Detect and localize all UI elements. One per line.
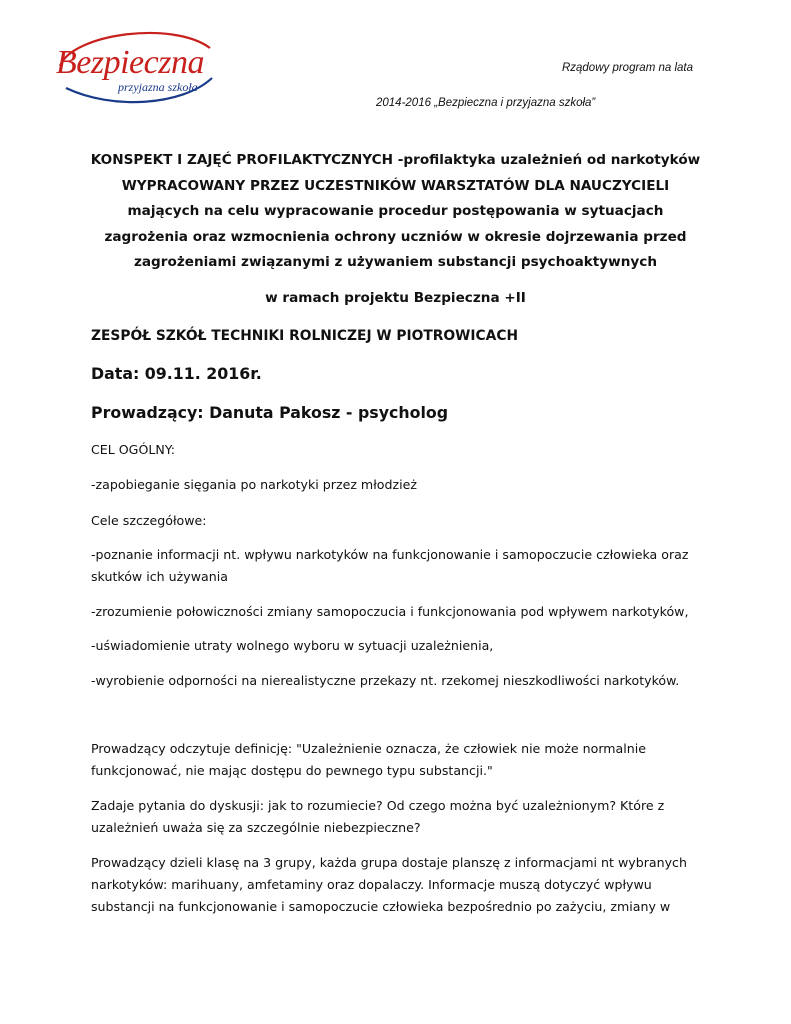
title-line: mających na celu wypracowanie procedur postępowania w sytuacjach bbox=[127, 203, 664, 219]
questions-paragraph bbox=[91, 795, 664, 839]
paragraph-line: -poznanie informacji nt. wpływu narkotyków na funkcjonowanie i samopoczucie człowieka oraz bbox=[91, 547, 689, 562]
title-line: WYPRACOWANY PRZEZ UCZESTNIKÓW WARSZTATÓW DLA NAUCZYCIELI bbox=[121, 177, 670, 194]
program-line-1: Rządowy program na lata bbox=[561, 62, 693, 74]
specific-goal-1 bbox=[91, 544, 688, 588]
logo-word: Bezpieczna bbox=[56, 44, 204, 81]
groups-paragraph bbox=[91, 852, 687, 918]
paragraph-line: substancji na funkcjonowanie i samopoczucie człowieka bezpośrednio po zażyciu, zmiany w bbox=[91, 899, 671, 914]
paragraph-line: uzależnień uważa się za szczególnie niebezpieczne? bbox=[91, 820, 421, 835]
project-name: w ramach projektu Bezpieczna +II bbox=[265, 290, 526, 306]
title-line: zagrożenia oraz wzmocnienia ochrony uczniów w okresie dojrzewania przed bbox=[104, 228, 687, 245]
general-goal-label: CEL OGÓLNY: bbox=[91, 442, 176, 457]
program-line-2: 2014-2016 „Bezpieczna i przyjazna szkoła” bbox=[376, 97, 596, 109]
document-title bbox=[60, 148, 731, 276]
school-name: ZESPÓŁ SZKÓŁ TECHNIKI ROLNICZEJ W PIOTROWICACH bbox=[91, 328, 518, 344]
title-line: zagrożeniami związanymi z używaniem substancji psychoaktywnych bbox=[133, 254, 658, 270]
date-heading: Data: 09.11. 2016r. bbox=[91, 364, 262, 383]
general-goal: -zapobieganie sięgania po narkotyki przez młodzież bbox=[91, 477, 417, 492]
paragraph-line: Zadaje pytania do dyskusji: jak to rozumiecie? Od czego można być uzależnionym? Które z bbox=[91, 798, 665, 813]
specific-goal-4: -wyrobienie odporności na nierealistyczne przekazy nt. rzekomej nieszkodliwości narkotyków. bbox=[91, 673, 680, 688]
paragraph-line: skutków ich używania bbox=[91, 569, 228, 584]
definition-paragraph bbox=[91, 738, 646, 782]
logo-subtitle: przyjazna szkoła bbox=[118, 80, 198, 94]
specific-goals-label: Cele szczegółowe: bbox=[91, 513, 207, 528]
specific-goal-3: -uświadomienie utraty wolnego wyboru w sytuacji uzależnienia, bbox=[91, 638, 494, 653]
leader-heading: Prowadzący: Danuta Pakosz - psycholog bbox=[91, 403, 449, 422]
school-logo bbox=[52, 26, 214, 108]
paragraph-line: narkotyków: marihuany, amfetaminy oraz dopalaczy. Informacje muszą dotyczyć wpływu bbox=[91, 877, 652, 892]
paragraph-line: Prowadzący odczytuje definicję: "Uzależnienie oznacza, że człowiek nie może normalnie bbox=[91, 741, 647, 756]
paragraph-line: funkcjonować, nie mając dostępu do pewnego typu substancji." bbox=[91, 763, 493, 778]
paragraph-line: Prowadzący dzieli klasę na 3 grupy, każda grupa dostaje planszę z informacjami nt wybranych bbox=[91, 855, 687, 870]
specific-goal-2: -zrozumienie połowiczności zmiany samopoczucia i funkcjonowania pod wpływem narkotyków, bbox=[91, 604, 689, 619]
title-line: KONSPEKT I ZAJĘĆ PROFILAKTYCZNYCH -profilaktyka uzależnień od narkotyków bbox=[90, 152, 701, 168]
